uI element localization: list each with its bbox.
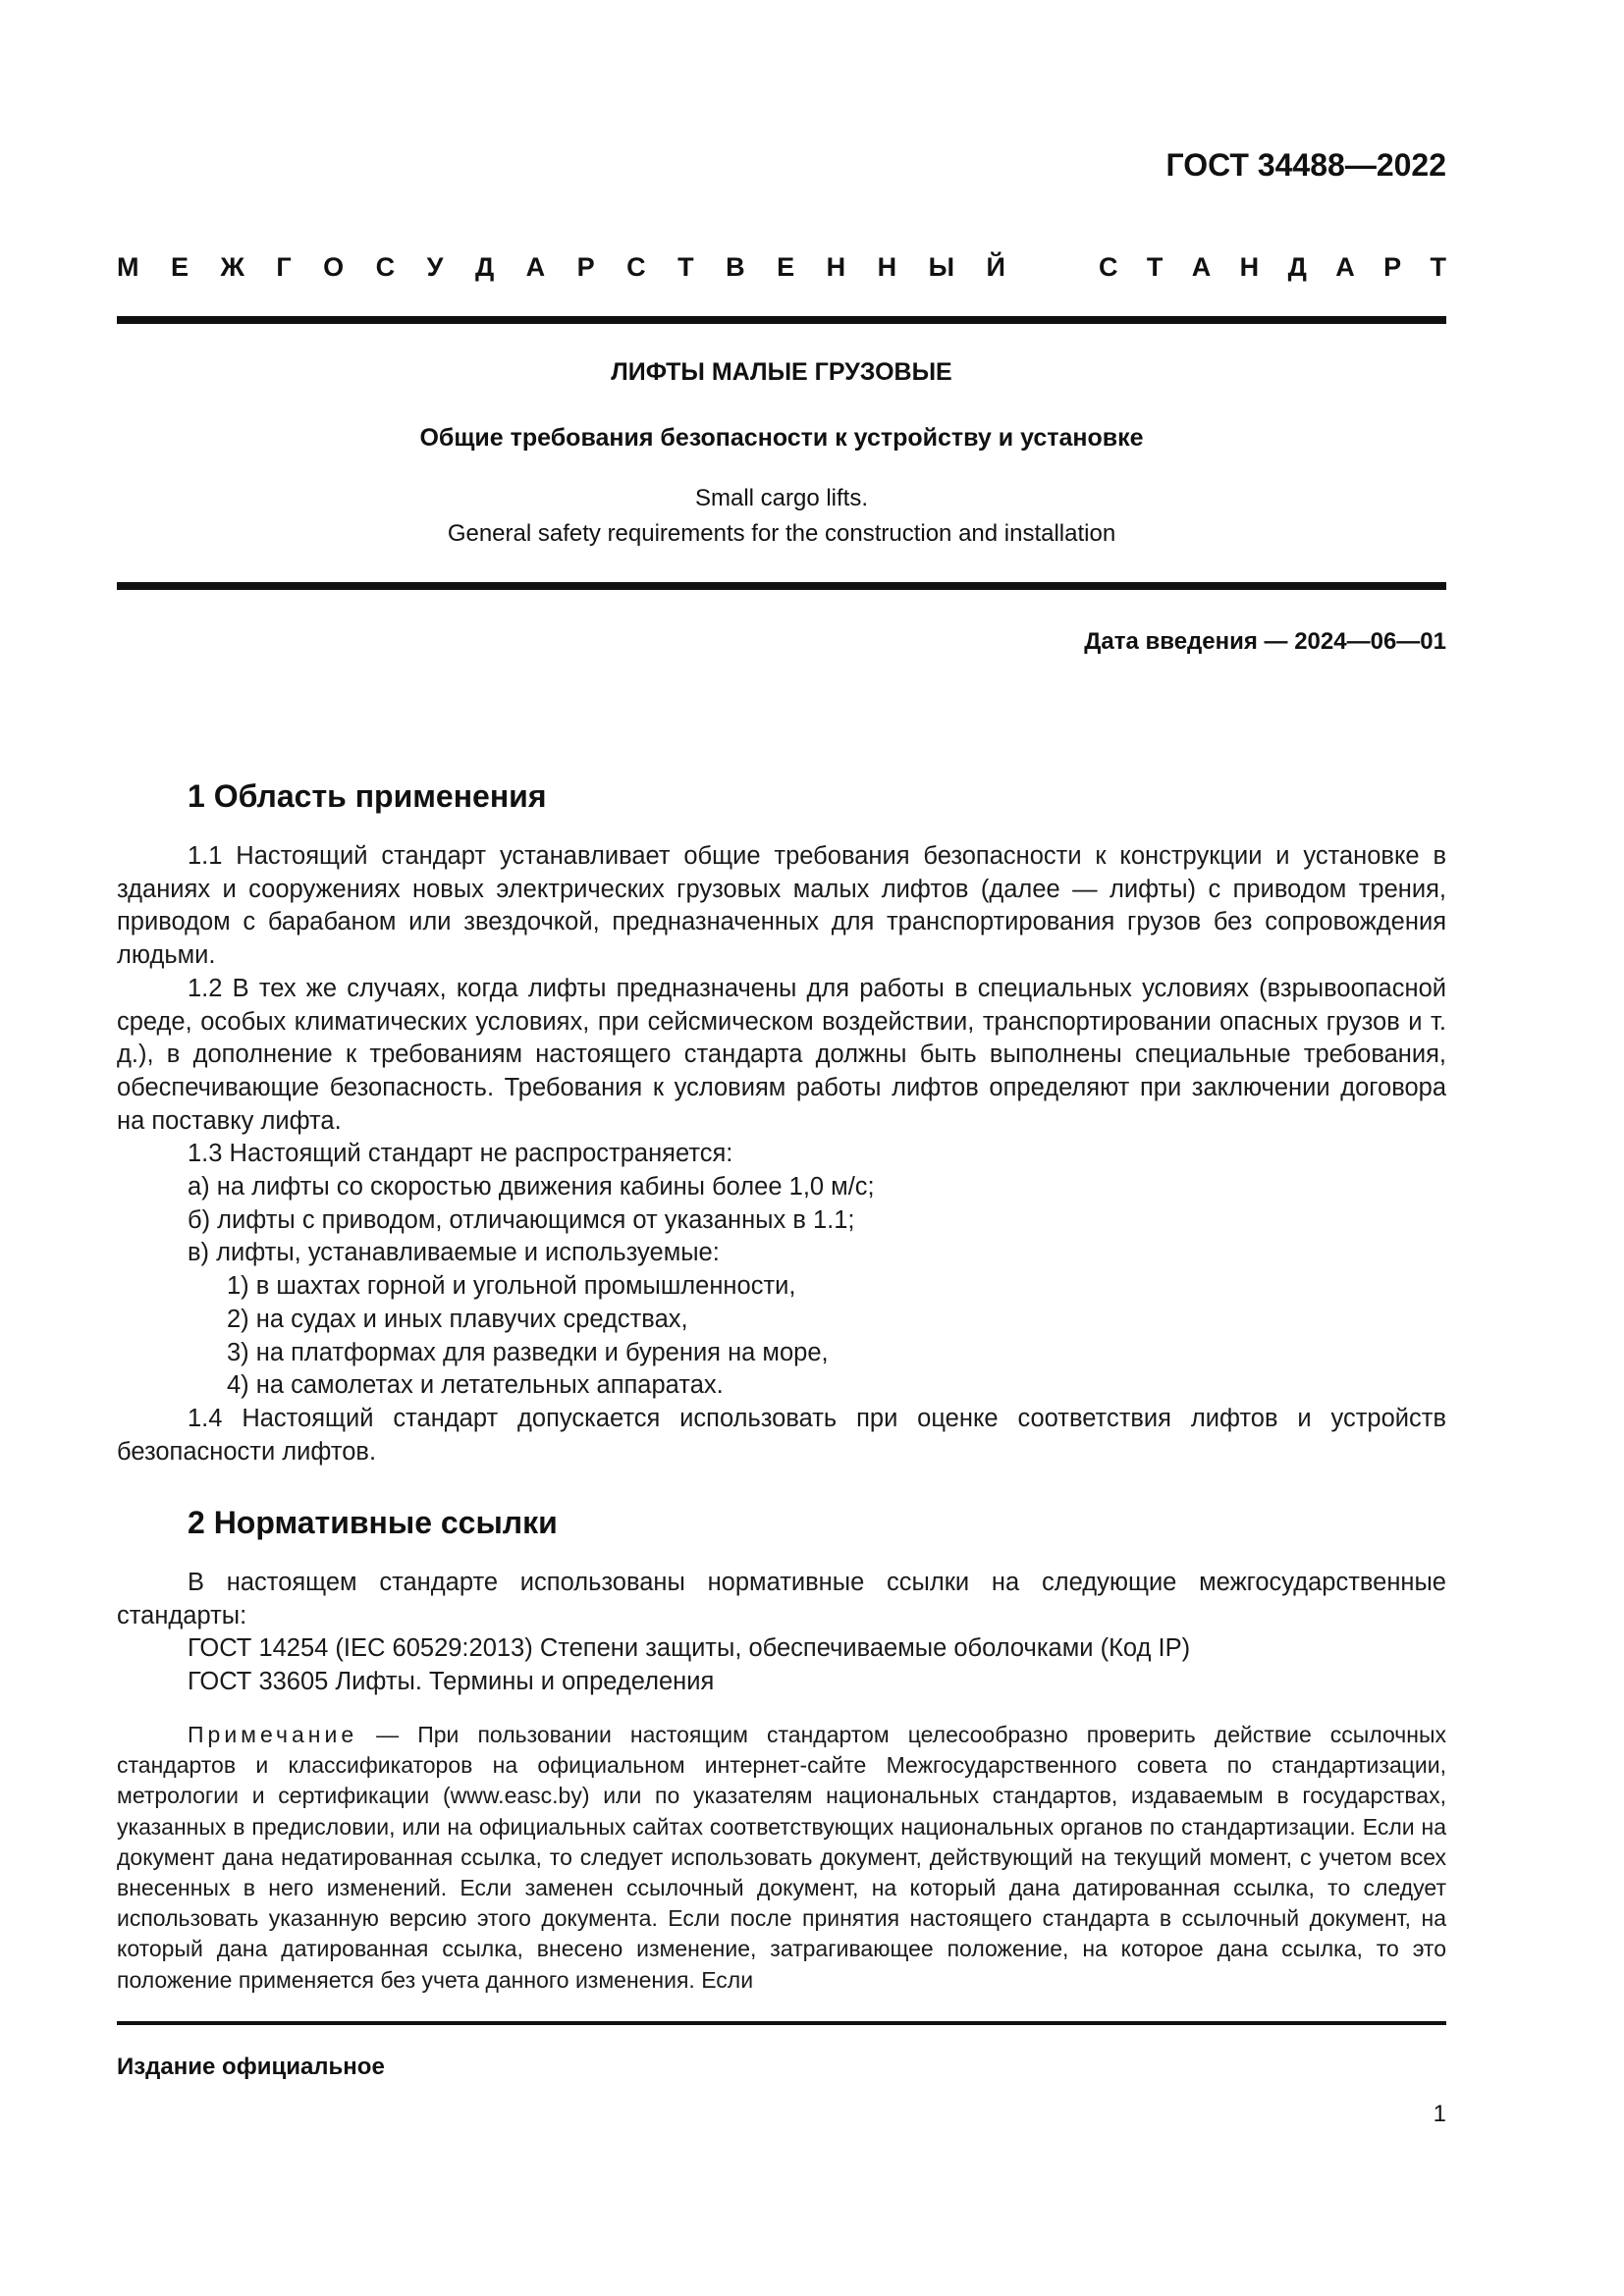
list-item-v: в) лифты, устанавливаемые и используемые:	[188, 1239, 720, 1267]
banner-letter: В	[726, 252, 745, 282]
section-2-heading: 2 Нормативные ссылки	[188, 1505, 558, 1540]
reference-item-2: ГОСТ 33605 Лифты. Термины и определения	[188, 1668, 715, 1696]
banner-letter: Г	[276, 252, 292, 282]
banner-letter: А	[1191, 252, 1212, 282]
banner-letter: Ы	[928, 252, 955, 282]
banner-letter: О	[323, 252, 345, 282]
top-divider	[117, 316, 1446, 324]
banner-letter: Д	[1287, 252, 1307, 282]
references-intro: В настоящем стандарте использованы нормативные ссылки на следующие межгосударственные стандарты:	[117, 1569, 1446, 1629]
banner-letter: Н	[877, 252, 897, 282]
page-number: 1	[1433, 2101, 1446, 2127]
sublist-item-2: 2) на судах и иных плавучих средствах,	[227, 1305, 688, 1333]
note-paragraph	[117, 1720, 1446, 1996]
paragraph-1-3: 1.3 Настоящий стандарт не распространяется:	[188, 1140, 733, 1168]
banner-letter: У	[426, 252, 444, 282]
banner-letter: Ж	[220, 252, 244, 282]
banner-letter: Т	[1430, 252, 1446, 282]
document-page	[117, 0, 1446, 2296]
document-subtitle: Общие требования безопасности к устройству и установке	[419, 424, 1144, 452]
list-item-a: а) на лифты со скоростью движения кабины более 1,0 м/с;	[188, 1173, 875, 1201]
reference-item-1: ГОСТ 14254 (IEC 60529:2013) Степени защиты, обеспечиваемые оболочками (Код IP)	[188, 1634, 1191, 1663]
banner-letter: Т	[1146, 252, 1164, 282]
banner-word-standard	[1099, 252, 1446, 283]
banner-letter: С	[375, 252, 396, 282]
paragraph-1-2: 1.2 В тех же случаях, когда лифты предназначены для работы в специальных условиях (взрывоопасной среде, особых климатических условиях, при сейсмическом воздействии, транспортировании опасных грузов и т. д.), в дополнение к требованиям настоящего стандарта должны быть выполнены специальные требования, обеспечивающие безопасность. Требования к условиям работы лифтов определяют при заключении договора на поставку лифта.	[117, 974, 1446, 1135]
banner-letter: Е	[170, 252, 189, 282]
banner-letter: Д	[474, 252, 495, 282]
introduction-date: Дата введения — 2024—06—01	[1084, 628, 1446, 655]
banner-letter: Н	[1239, 252, 1260, 282]
document-number: ГОСТ 34488—2022	[1165, 147, 1446, 183]
banner-letter: Е	[777, 252, 795, 282]
banner-letter: А	[525, 252, 546, 282]
paragraph-1-4: 1.4 Настоящий стандарт допускается использовать при оценке соответствия лифтов и устройств безопасности лифтов.	[117, 1404, 1446, 1466]
note-label: Примечание	[188, 1722, 358, 1747]
paragraph-1-1: 1.1 Настоящий стандарт устанавливает общие требования безопасности к конструкции и установке в зданиях и сооружениях новых электрических грузовых малых лифтов (далее — лифты) с приводом трения, приводом с барабаном или звездочкой, предназначенных для транспортирования грузов без сопровождения людьми.	[117, 842, 1446, 970]
title-divider	[117, 582, 1446, 590]
sublist-item-4: 4) на самолетах и летательных аппаратах.	[227, 1371, 724, 1400]
sublist-item-1: 1) в шахтах горной и угольной промышленности,	[227, 1272, 796, 1301]
standard-banner	[117, 252, 1446, 283]
sublist-item-3: 3) на платформах для разведки и бурения на море,	[227, 1338, 829, 1366]
banner-letter: С	[1099, 252, 1118, 282]
banner-letter: Й	[986, 252, 1005, 282]
banner-letter: Н	[826, 252, 846, 282]
title-en-line-1: Small cargo lifts.	[694, 485, 869, 511]
footer-divider	[117, 2021, 1446, 2025]
banner-letter: А	[1335, 252, 1355, 282]
banner-letter: С	[626, 252, 646, 282]
banner-letter: Р	[576, 252, 595, 282]
note-text: — При пользовании настоящим стандартом целесообразно проверить действие ссылочных стандартов и классификаторов на официальном интернет-сайте Межгосударственного совета по стандартизации, метрологии и сертификации (www.easc.by) или по указателям национальных стандартов, издаваемым в государствах, указанных в предисловии, или на официальных сайтах соответствующих национальных органов по стандартизации. Если на документ дана недатированная ссылка, то следует использовать документ, действующий на текущий момент, с учетом всех внесенных в него изменений. Если заменен ссылочный документ, на который дана датированная ссылка, то следует использовать указанную версию этого документа. Если после принятия настоящего стандарта в ссылочный документ, на который дана датированная ссылка, внесено изменение, затрагивающее положение, на которое дана ссылка, то это положение применяется без учета данного изменения. Если	[117, 1722, 1446, 1993]
banner-letter: Т	[677, 252, 694, 282]
banner-letter: Р	[1383, 252, 1402, 282]
document-title-en	[117, 481, 1446, 552]
section-2-body	[117, 1567, 1446, 1699]
section-1-heading: 1 Область применения	[188, 778, 547, 814]
official-edition-label: Издание официальное	[117, 2054, 385, 2080]
section-1-body	[117, 840, 1446, 1468]
document-title: ЛИФТЫ МАЛЫЕ ГРУЗОВЫЕ	[611, 358, 952, 386]
banner-letter: М	[117, 252, 139, 282]
list-item-b: б) лифты с приводом, отличающимся от указанных в 1.1;	[188, 1205, 855, 1234]
banner-word-interstate	[117, 252, 1005, 283]
title-en-line-2: General safety requirements for the construction and installation	[447, 520, 1116, 547]
